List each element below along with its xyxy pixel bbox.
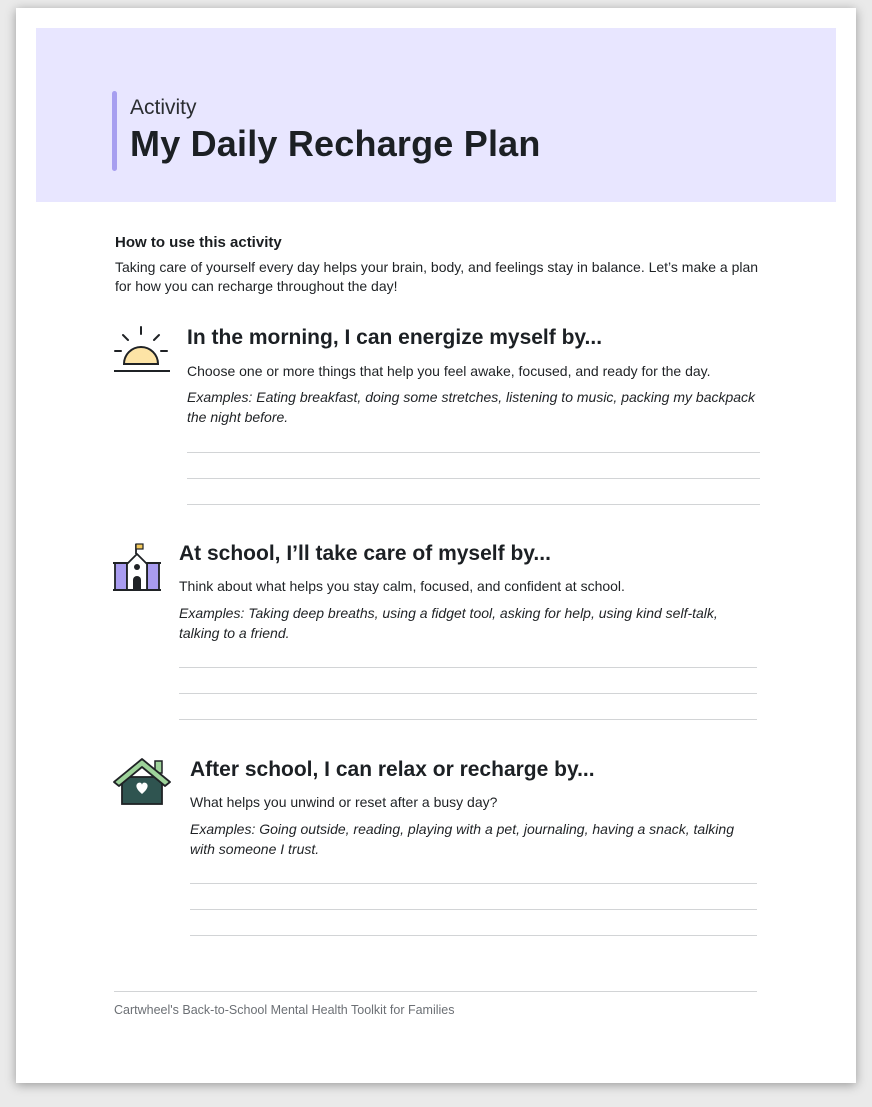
writing-line[interactable] <box>187 452 760 453</box>
instructions-text: Taking care of yourself every day helps your brain, body, and feelings stay in balance. Let’s make a plan for how you can recharge throughout the day! <box>115 259 759 294</box>
header-accent-bar <box>112 91 117 171</box>
section-examples: Examples: Eating breakfast, doing some stretches, listening to music, packing my backpack the night before. <box>187 389 756 425</box>
writing-line[interactable] <box>179 667 757 668</box>
section-examples: Examples: Taking deep breaths, using a fidget tool, asking for help, using kind self-talk, talking to a friend. <box>179 605 718 641</box>
writing-line[interactable] <box>179 719 757 720</box>
writing-line[interactable] <box>187 504 760 505</box>
section-prompt: What helps you unwind or reset after a busy day? <box>190 794 498 810</box>
activity-kicker: Activity <box>130 96 197 119</box>
house-heart-icon <box>112 757 174 812</box>
worksheet-page <box>16 8 856 1083</box>
writing-line[interactable] <box>190 935 757 936</box>
school-building-icon <box>112 542 164 599</box>
writing-line[interactable] <box>190 883 757 884</box>
section-title: In the morning, I can energize myself by... <box>187 326 603 349</box>
section-examples: Examples: Going outside, reading, playing with a pet, journaling, having a snack, talking with someone I trust. <box>190 821 734 857</box>
section-title: At school, I’ll take care of myself by... <box>179 542 551 565</box>
page-title: My Daily Recharge Plan <box>130 123 541 164</box>
footer-credit: Cartwheel's Back-to-School Mental Health Toolkit for Families <box>114 1003 455 1017</box>
writing-line[interactable] <box>190 909 757 910</box>
instructions-heading: How to use this activity <box>115 234 282 251</box>
footer-divider <box>114 991 757 992</box>
writing-line[interactable] <box>179 693 757 694</box>
writing-line[interactable] <box>187 478 760 479</box>
header-banner <box>36 28 836 202</box>
section-prompt: Choose one or more things that help you feel awake, focused, and ready for the day. <box>187 363 711 379</box>
section-title: After school, I can relax or recharge by... <box>190 758 595 781</box>
sunrise-icon <box>112 326 172 381</box>
section-prompt: Think about what helps you stay calm, focused, and confident at school. <box>179 578 625 594</box>
